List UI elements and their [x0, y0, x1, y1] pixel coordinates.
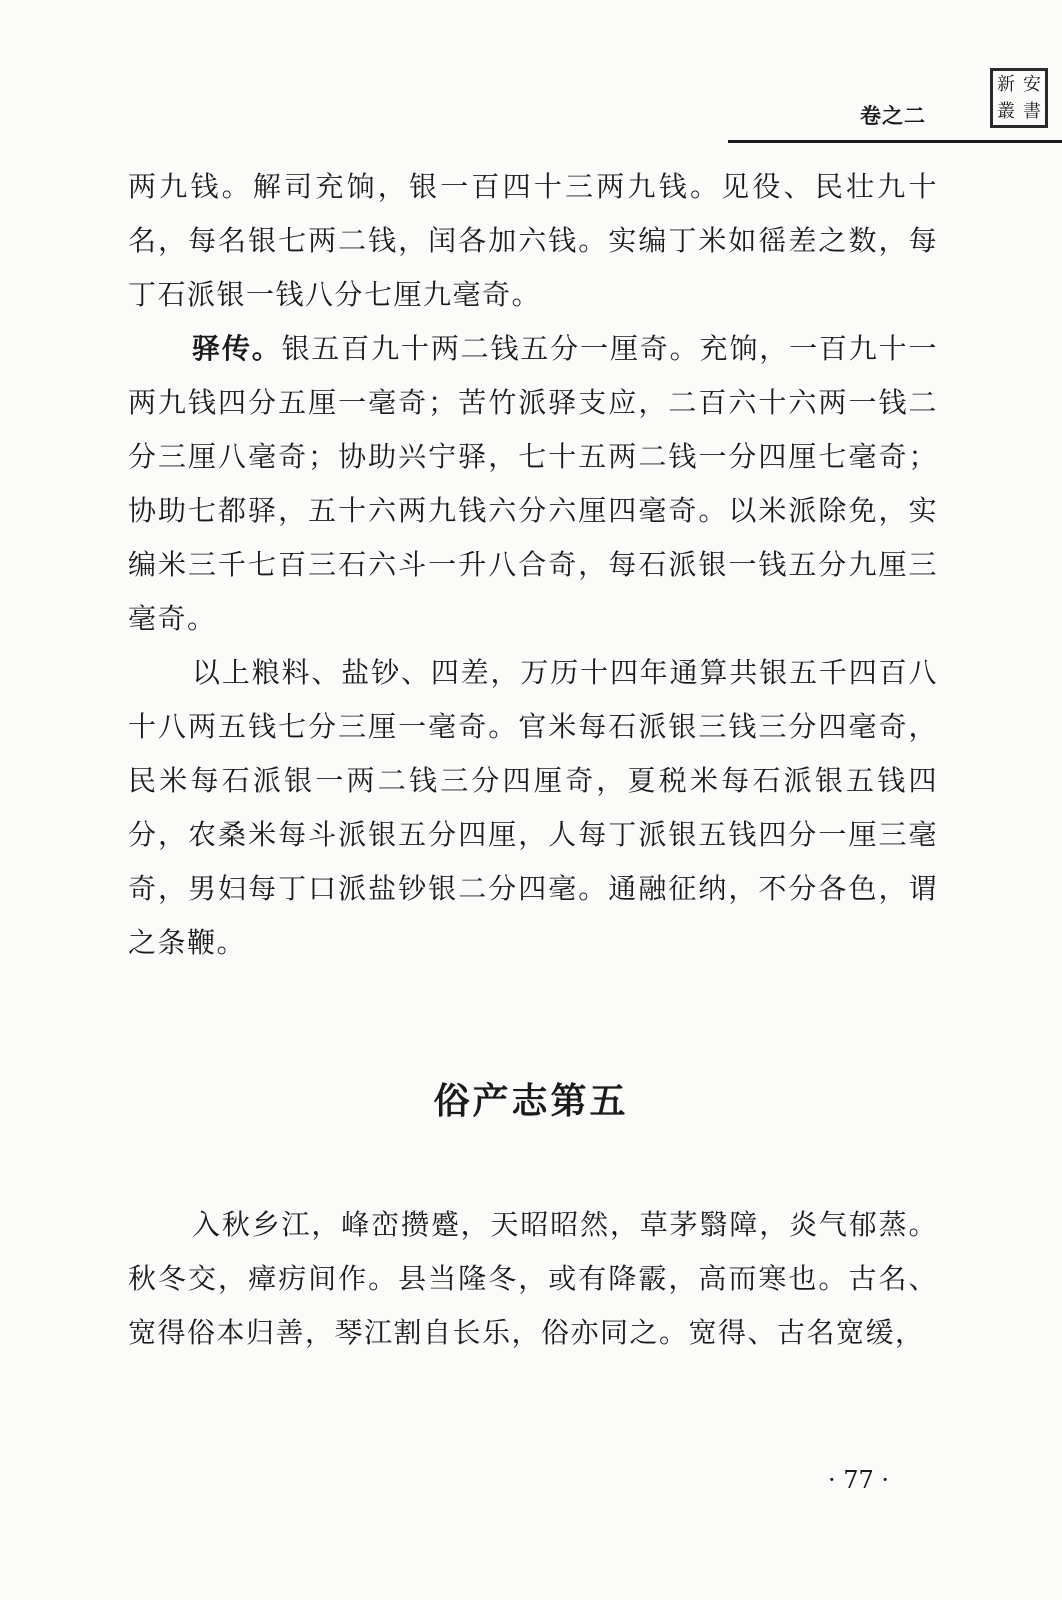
seal-stamp-icon — [990, 68, 1048, 128]
paragraph-text: 银五百九十两二钱五分一厘奇。充饷，一百九十一两九钱四分五厘一毫奇；苦竹派驿支应，二百六十六两一钱二分三厘八毫奇；协助兴宁驿，七十五两二钱一分四厘七毫奇；协助七都驿，五十六两九钱六分六厘四毫奇。以米派除免，实编米三千七百三石六斗一升八合奇，每石派银一钱五分九厘三毫奇。 — [128, 332, 938, 635]
paragraph-summary: 以上粮料、盐钞、四差，万历十四年通算共银五千四百八十八两五钱七分三厘一毫奇。官米每石派银三钱三分四毫奇，民米每石派银一两二钱三分四厘奇，夏税米每石派银五钱四分，农桑米每斗派银五分四厘，人每丁派银五钱四分一厘三毫奇，男妇每丁口派盐钞银二分四毫。通融征纳，不分各色，谓之条鞭。 — [128, 656, 938, 959]
seal-char: 新 — [997, 73, 1015, 95]
seal-char: 叢 — [997, 100, 1015, 122]
page-number: · 77 · — [828, 1466, 890, 1494]
section-text — [128, 1198, 938, 1360]
running-head: 卷之二 — [860, 104, 926, 128]
paragraph-courier-service — [128, 322, 938, 646]
seal-char: 書 — [1023, 100, 1041, 122]
paragraph-lead-term: 驿传。 — [192, 332, 282, 365]
section-title: 俗产志第五 — [433, 1080, 629, 1122]
seal-char: 安 — [1023, 73, 1041, 95]
header-rule — [728, 140, 1062, 143]
paragraph-continuation: 两九钱。解司充饷，银一百四十三两九钱。见役、民壮九十名，每名银七两二钱，闰各加六钱。实编丁米如徭差之数，每丁石派银一钱八分七厘九毫奇。 — [128, 170, 938, 311]
section-paragraph: 入秋乡江，峰峦攒蹙，天昭昭然，草茅翳障，炎气郁蒸。秋冬交，瘴疠间作。县当隆冬，或有降霰，高而寒也。古名、宽得俗本归善，琴江割自长乐，俗亦同之。宽得、古名宽缓， — [128, 1208, 938, 1349]
body-text — [128, 160, 938, 970]
